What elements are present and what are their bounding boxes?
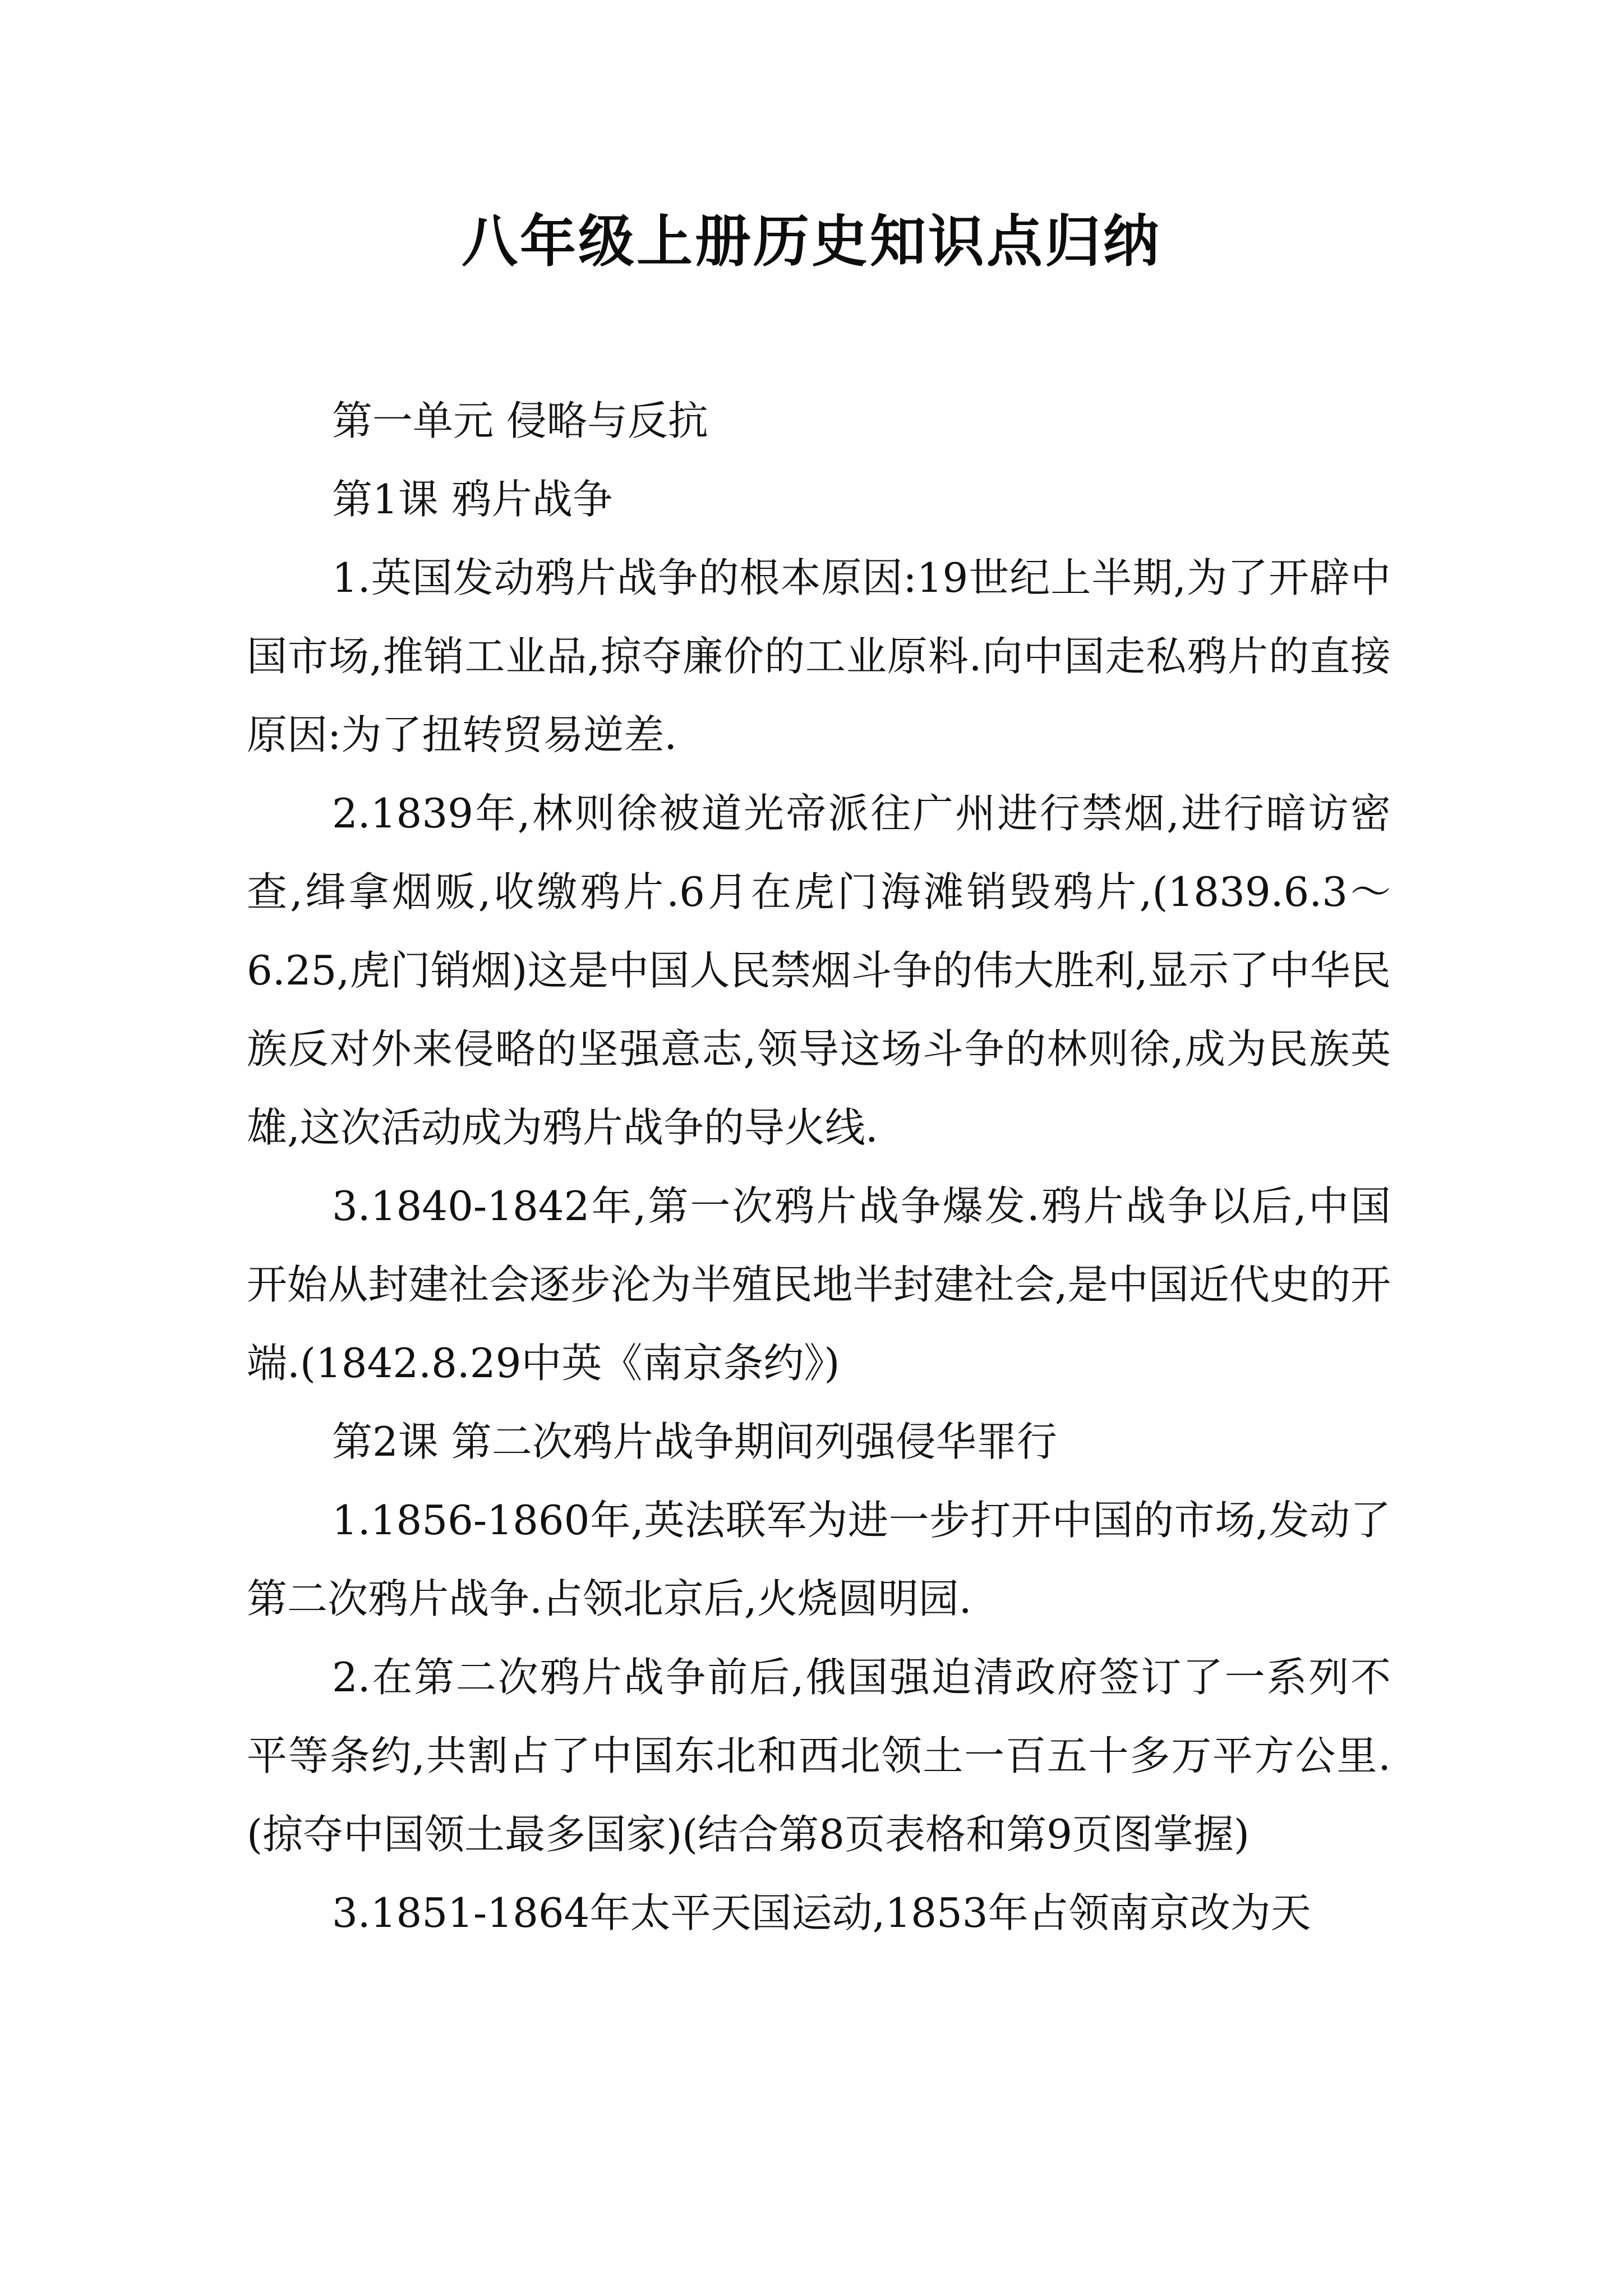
paragraph: 3.1840-1842年,第一次鸦片战争爆发.鸦片战争以后,中国开始从封建社会逐步沦为半殖民地半封建社会,是中国近代史的开端.(1842.8.29中英《南京条约》) <box>247 1182 1391 1387</box>
paragraph: 3.1851-1864年太平天国运动,1853年占领南京改为天 <box>332 1889 1311 1936</box>
lesson-heading: 第1课 鸦片战争 <box>332 476 613 523</box>
unit-heading: 第一单元 侵略与反抗 <box>332 397 708 444</box>
paragraph: 1.英国发动鸦片战争的根本原因:19世纪上半期,为了开辟中国市场,推销工业品,掠夺廉价的工业原料.向中国走私鸦片的直接原因:为了扭转贸易逆差. <box>247 554 1391 758</box>
paragraph: 2.在第二次鸦片战争前后,俄国强迫清政府签订了一系列不平等条约,共割占了中国东北和西北领土一百五十多万平方公里.(掠夺中国领土最多国家)(结合第8页表格和第9页图掌握) <box>247 1654 1391 1858</box>
lesson-heading: 第2课 第二次鸦片战争期间列强侵华罪行 <box>332 1418 1057 1465</box>
page-title: 八年级上册历史知识点归纳 <box>462 208 1161 274</box>
document-body <box>247 381 1391 1952</box>
paragraph: 2.1839年,林则徐被道光帝派往广州进行禁烟,进行暗访密查,缉拿烟贩,收缴鸦片.6月在虎门海滩销毁鸦片,(1839.6.3～6.25,虎门销烟)这是中国人民禁烟斗争的伟大胜利,显示了中华民族反对外来侵略的坚强意志,领导这场斗争的林则徐,成为民族英雄,这次活动成为鸦片战争的导火线. <box>247 790 1391 1151</box>
paragraph: 1.1856-1860年,英法联军为进一步打开中国的市场,发动了第二次鸦片战争.占领北京后,火烧圆明园. <box>247 1497 1391 1622</box>
